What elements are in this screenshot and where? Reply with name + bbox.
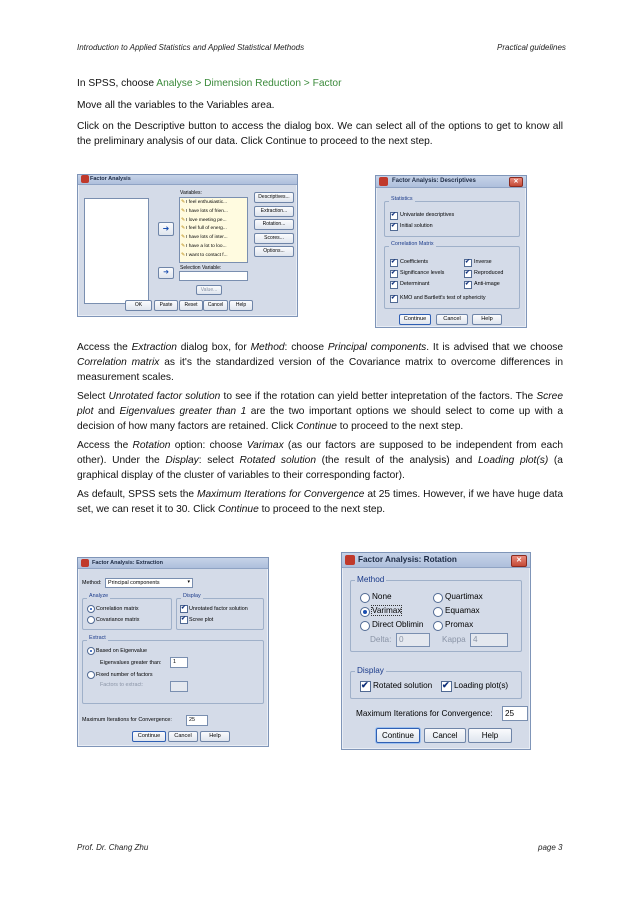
variable-list-item[interactable] bbox=[181, 200, 227, 205]
ruler-icon: ✎ bbox=[181, 235, 186, 241]
display-label: Display bbox=[357, 666, 384, 675]
ruler-icon: ✎ bbox=[181, 217, 186, 223]
variable-list-item[interactable] bbox=[181, 218, 227, 223]
matrix-right-label: Anti-image bbox=[474, 281, 500, 287]
covariance-matrix-label: Covariance matrix bbox=[96, 617, 140, 623]
extraction-dialog bbox=[77, 557, 269, 747]
variables-list[interactable] bbox=[179, 197, 248, 263]
menu-path: Analyse > Dimension Reduction > Factor bbox=[156, 78, 342, 89]
variable-name: I feel enthusiastic... bbox=[186, 200, 228, 205]
cancel-button[interactable]: Cancel bbox=[436, 314, 468, 325]
matrix-left-label: Coefficients bbox=[400, 259, 429, 265]
method-label-none: None bbox=[372, 592, 392, 601]
help-button[interactable]: Help bbox=[468, 728, 512, 743]
cancel-button[interactable]: Cancel bbox=[168, 731, 198, 742]
display-label: Display bbox=[183, 593, 201, 599]
unrotated-label: Unrotated factor solution bbox=[189, 606, 248, 612]
max-iterations-label: Maximum Iterations for Convergence: bbox=[82, 717, 172, 723]
variable-name: I want to contact f... bbox=[186, 252, 228, 258]
kappa-input[interactable] bbox=[470, 633, 508, 647]
intro-line-2: Move all the variables to the Variables area. bbox=[77, 100, 275, 111]
side-button-scores[interactable]: Scores... bbox=[254, 233, 294, 244]
loading-plots-label: Loading plot(s) bbox=[454, 681, 509, 690]
help-button[interactable]: Help bbox=[200, 731, 230, 742]
max-iterations-value: 25 bbox=[505, 709, 515, 718]
correlation-matrix-label: Correlation Matrix bbox=[391, 241, 434, 247]
intro-prefix: In SPSS, choose bbox=[77, 78, 157, 89]
matrix-left-checkbox[interactable] bbox=[390, 281, 398, 289]
rotated-solution-checkbox[interactable] bbox=[360, 681, 371, 692]
intro-line-1 bbox=[77, 76, 563, 91]
variable-name: I love meeting pe... bbox=[186, 217, 227, 223]
ruler-icon: ✎ bbox=[181, 208, 186, 214]
spss-icon bbox=[345, 555, 355, 565]
side-button-options[interactable]: Options... bbox=[254, 246, 294, 257]
selection-variable-field[interactable] bbox=[179, 271, 248, 281]
move-to-selection-button[interactable] bbox=[158, 267, 174, 279]
rotation-dialog bbox=[341, 552, 531, 750]
fixed-factors-radio[interactable] bbox=[87, 671, 95, 679]
kappa-value: 4 bbox=[473, 635, 478, 644]
method-radio-varimax[interactable] bbox=[360, 607, 370, 617]
spss-icon bbox=[81, 559, 89, 567]
analyze-label: Analyze bbox=[89, 593, 109, 599]
covariance-matrix-radio[interactable] bbox=[87, 616, 95, 624]
footer-author: Prof. Dr. Chang Zhu bbox=[77, 843, 149, 852]
method-radio-direct-oblimin[interactable] bbox=[360, 621, 370, 631]
continue-button[interactable]: Continue bbox=[399, 314, 431, 325]
matrix-left-checkbox[interactable] bbox=[390, 259, 398, 267]
loading-plots-checkbox[interactable] bbox=[441, 681, 452, 692]
initial-solution-label: Initial solution bbox=[400, 223, 433, 229]
eigenvalue-label: Eigenvalues greater than: bbox=[100, 660, 162, 666]
display-group bbox=[176, 593, 264, 630]
side-button-descriptives[interactable]: Descriptives... bbox=[254, 192, 294, 203]
side-button-extraction[interactable]: Extraction... bbox=[254, 206, 294, 217]
variable-name: I feel full of energ... bbox=[186, 226, 227, 232]
rotated-solution-label: Rotated solution bbox=[373, 681, 433, 690]
continue-button[interactable]: Continue bbox=[132, 731, 166, 742]
variable-list-item[interactable] bbox=[181, 209, 228, 214]
cancel-button[interactable]: Cancel bbox=[424, 728, 466, 743]
help-button[interactable]: Help bbox=[229, 300, 253, 311]
scree-plot-checkbox[interactable] bbox=[180, 616, 188, 624]
close-icon[interactable]: ✕ bbox=[509, 177, 523, 187]
dialog-title: Factor Analysis bbox=[90, 176, 131, 182]
variable-list-item[interactable] bbox=[181, 253, 228, 258]
max-iterations-input[interactable] bbox=[186, 715, 208, 726]
scree-plot-label: Scree plot bbox=[189, 617, 214, 623]
matrix-right-checkbox[interactable] bbox=[464, 281, 472, 289]
dialog-title: Factor Analysis: Descriptives bbox=[392, 178, 476, 184]
iterations-paragraph: As default, SPSS sets the Maximum Iterations for Convergence at 25 times. However, if we have huge data set, we can reset it to 30. Click Continue to proceed to the next step. bbox=[77, 489, 564, 515]
source-variable-list[interactable] bbox=[84, 198, 149, 304]
extract-label: Extract bbox=[89, 635, 106, 641]
method-label-promax: Promax bbox=[445, 620, 474, 629]
side-button-rotation[interactable]: Rotation... bbox=[254, 219, 294, 230]
footer-page: page 3 bbox=[538, 843, 563, 852]
variable-list-item[interactable] bbox=[181, 235, 228, 240]
analyze-group bbox=[82, 593, 172, 630]
method-label-equamax: Equamax bbox=[445, 606, 480, 615]
arrow-right-icon: ➜ bbox=[163, 269, 169, 276]
ruler-icon: ✎ bbox=[181, 252, 186, 258]
method-label: Method: bbox=[82, 580, 102, 586]
factors-to-extract-label: Factors to extract: bbox=[100, 682, 144, 688]
delta-label: Delta: bbox=[370, 635, 392, 644]
method-label-varimax: Varimax bbox=[372, 606, 402, 615]
paste-button[interactable]: Paste bbox=[154, 300, 178, 311]
method-label-direct-oblimin: Direct Oblimin bbox=[372, 620, 424, 629]
extraction-paragraph: Access the Extraction dialog box, for Method: choose Principal components. It is advised that we choose Correlation matrix as it's the standardized version of the Covariance matrix to overcome differences in measurement scales. bbox=[77, 342, 564, 383]
max-iterations-label: Maximum Iterations for Convergence: bbox=[356, 709, 493, 718]
univariate-checkbox[interactable] bbox=[390, 212, 398, 220]
method-label: Method bbox=[357, 575, 385, 584]
factor-analysis-dialog bbox=[77, 174, 298, 317]
title-bar bbox=[78, 558, 268, 569]
fixed-factors-label: Fixed number of factors bbox=[96, 672, 153, 678]
continue-button[interactable]: Continue bbox=[376, 728, 420, 743]
close-icon[interactable]: ✕ bbox=[511, 555, 527, 567]
statistics-group bbox=[384, 196, 520, 237]
method-value: Principal components bbox=[108, 580, 160, 586]
matrix-right-checkbox[interactable] bbox=[464, 270, 472, 278]
spss-icon bbox=[81, 175, 89, 183]
title-bar bbox=[376, 176, 526, 188]
kmo-checkbox[interactable] bbox=[390, 295, 398, 303]
matrix-left-label: Significance levels bbox=[400, 270, 445, 276]
kmo-label: KMO and Bartlett's test of sphericity bbox=[400, 295, 486, 301]
delta-input[interactable] bbox=[396, 633, 430, 647]
variable-list-item[interactable] bbox=[181, 244, 227, 249]
dialog-title: Factor Analysis: Extraction bbox=[92, 560, 164, 566]
matrix-left-checkbox[interactable] bbox=[390, 270, 398, 278]
ruler-icon: ✎ bbox=[181, 226, 186, 232]
help-button[interactable]: Help bbox=[472, 314, 502, 325]
correlation-matrix-label: Correlation matrix bbox=[96, 606, 139, 612]
arrow-left-icon: ➜ bbox=[162, 224, 170, 233]
correlation-matrix-radio[interactable] bbox=[87, 605, 95, 613]
descriptives-dialog bbox=[375, 175, 527, 328]
matrix-right-checkbox[interactable] bbox=[464, 259, 472, 267]
eigenvalue-radio[interactable] bbox=[87, 647, 95, 655]
value-button[interactable]: Value... bbox=[196, 285, 222, 295]
delta-value: 0 bbox=[399, 635, 404, 644]
chevron-down-icon: ▾ bbox=[187, 579, 190, 585]
initial-solution-checkbox[interactable] bbox=[390, 223, 398, 231]
method-select[interactable] bbox=[105, 578, 193, 588]
move-to-variables-button[interactable] bbox=[158, 222, 174, 236]
variable-name: I have lots of inter... bbox=[186, 235, 228, 241]
rotation-paragraph: Access the Rotation option: choose Varimax (as our factors are supposed to be independent from each other). Under the Display: select Rotated solution (the result of the analysis) and Loading plot(s) (a graphical display of the cluster of variables to their corresponding factor). bbox=[77, 440, 563, 481]
matrix-right-label: Inverse bbox=[474, 259, 492, 265]
reset-button[interactable]: Reset bbox=[179, 300, 203, 311]
variable-name: I have a lot to loo... bbox=[186, 244, 227, 249]
max-iterations-input[interactable] bbox=[502, 706, 528, 721]
method-radio-equamax[interactable] bbox=[433, 607, 443, 617]
unrotated-paragraph: Select Unrotated factor solution to see if the rotation can yield better intepretation of the factors. The Scree plot and Eigenvalues greater than 1 are the two important options we should select to come up with a decision of how many factors are retained. Click Continue to proceed to the next step. bbox=[77, 391, 563, 432]
unrotated-checkbox[interactable] bbox=[180, 605, 188, 613]
selection-variable-label: Selection Variable: bbox=[180, 265, 222, 271]
cancel-button[interactable]: Cancel bbox=[203, 300, 228, 311]
method-radio-quartimax[interactable] bbox=[433, 593, 443, 603]
ok-button[interactable]: OK bbox=[125, 300, 152, 311]
max-iterations-value: 25 bbox=[189, 717, 195, 723]
ruler-icon: ✎ bbox=[181, 244, 186, 249]
ruler-icon: ✎ bbox=[181, 200, 186, 205]
title-bar bbox=[342, 553, 530, 568]
variable-name: I have lots of frien... bbox=[186, 208, 228, 214]
univariate-label: Univariate descriptives bbox=[400, 212, 455, 218]
matrix-right-label: Reproduced bbox=[474, 270, 504, 276]
variables-label: Variables: bbox=[180, 190, 202, 196]
eigenvalue-input[interactable] bbox=[170, 657, 188, 668]
method-radio-none[interactable] bbox=[360, 593, 370, 603]
dialog-title: Factor Analysis: Rotation bbox=[358, 555, 457, 564]
kappa-label: Kappa bbox=[442, 635, 466, 644]
intro-line-3: Click on the Descriptive button to access the dialog box. We can select all of the options to get to know all the preliminary analysis of our data. Click Continue to proceed to the next step. bbox=[77, 121, 563, 147]
header-section: Practical guidelines bbox=[497, 43, 566, 52]
variable-list-item[interactable] bbox=[181, 226, 227, 231]
statistics-label: Statistics bbox=[391, 196, 413, 202]
based-on-eigenvalue-label: Based on Eigenvalue bbox=[96, 648, 147, 654]
matrix-left-label: Determinant bbox=[400, 281, 430, 287]
eigenvalue-value: 1 bbox=[173, 659, 176, 665]
spss-icon bbox=[379, 177, 388, 186]
factors-to-extract-input[interactable] bbox=[170, 681, 188, 692]
method-radio-promax[interactable] bbox=[433, 621, 443, 631]
method-label-quartimax: Quartimax bbox=[445, 592, 483, 601]
header-title: Introduction to Applied Statistics and Applied Statistical Methods bbox=[77, 43, 305, 52]
title-bar bbox=[78, 175, 297, 185]
